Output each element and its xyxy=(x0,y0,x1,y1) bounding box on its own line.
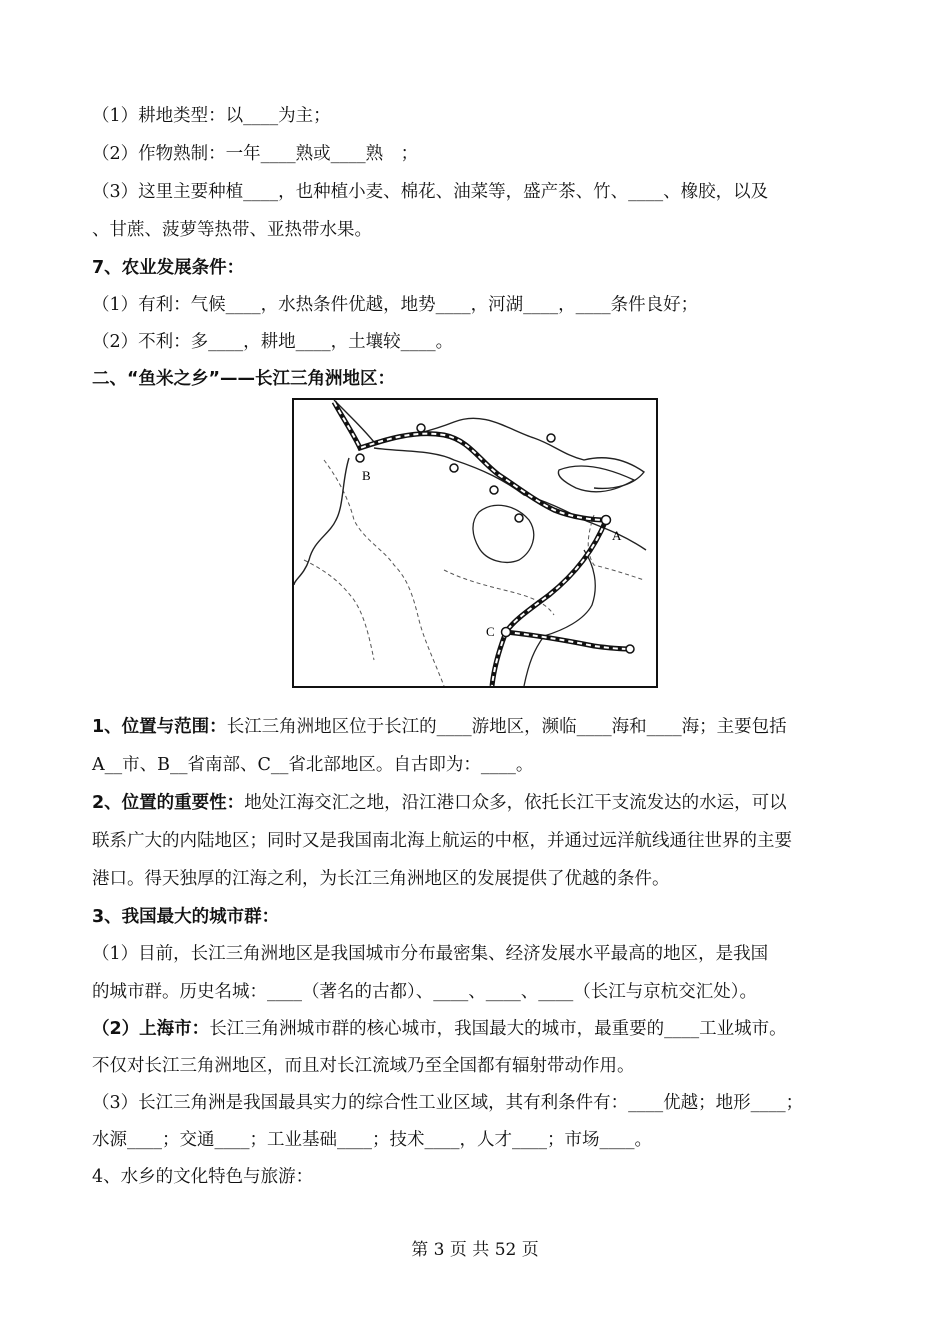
text-line: 2、位置的重要性：地处江海交汇之地，沿江港口众多，依托长江干支流发达的水运，可以 xyxy=(92,793,787,813)
text-line: 的城市群。历史名城：____（著名的古都）、____、____、____（长江与京杭交汇处）。 xyxy=(92,982,757,1002)
text-line: 联系广大的内陆地区；同时又是我国南北海上航运的中枢，并通过远洋航线通往世界的主要 xyxy=(92,831,792,851)
text-line: （2）不利：多____，耕地____，土壤较____。 xyxy=(92,332,454,352)
text-line: （1）有利：气候____，水热条件优越，地势____，河湖____，____条件良好； xyxy=(92,295,699,315)
map-label-c: C xyxy=(486,624,495,639)
yangtze-delta-map xyxy=(292,398,658,688)
text-line: 港口。得天独厚的江海之利，为长江三角洲地区的发展提供了优越的条件。 xyxy=(92,869,670,889)
subheading: （2）上海市： xyxy=(92,1019,210,1039)
section-heading: 3、我国最大的城市群： xyxy=(92,907,280,927)
section-heading: 二、“鱼米之乡”——长江三角洲地区： xyxy=(92,369,396,389)
text-line: （3）长江三角洲是我国最具实力的综合性工业区域，其有利条件有：____优越；地形____； xyxy=(92,1093,804,1113)
text-line: （1）耕地类型：以____为主； xyxy=(92,106,331,126)
subheading: 1、位置与范围： xyxy=(92,717,227,737)
section-heading: 7、农业发展条件： xyxy=(92,258,245,278)
text-line: （2）作物熟制：一年____熟或____熟 ； xyxy=(92,144,419,164)
map-label-b: B xyxy=(362,468,371,483)
page-footer: 第 3 页 共 52 页 xyxy=(411,1240,539,1260)
text-line: 水源____；交通____；工业基础____；技术____，人才____；市场____。 xyxy=(92,1130,652,1150)
text-line: （1）目前，长江三角洲地区是我国城市分布最密集、经济发展水平最高的地区，是我国 xyxy=(92,944,769,964)
text-line: A__市、B__省南部、C__省北部地区。自古即为：____。 xyxy=(92,755,534,775)
map-drawing xyxy=(294,400,656,686)
text-line: 4、水乡的文化特色与旅游： xyxy=(92,1167,314,1187)
text-line: （2）上海市：长江三角洲城市群的核心城市，我国最大的城市，最重要的____工业城市。 xyxy=(92,1019,787,1039)
subheading: 2、位置的重要性： xyxy=(92,793,245,813)
text-line: 1、位置与范围：长江三角洲地区位于长江的____游地区，濒临____海和____海；主要包括 xyxy=(92,717,787,737)
text-line: （3）这里主要种植____，也种植小麦、棉花、油菜等，盛产茶、竹、____、橡胶，以及 xyxy=(92,182,769,202)
map-label-a: A xyxy=(612,528,622,543)
railway-lines xyxy=(334,402,630,686)
text-line: 、甘蔗、菠萝等热带、亚热带水果。 xyxy=(92,220,372,240)
text-line: 不仅对长江三角洲地区，而且对长江流域乃至全国都有辐射带动作用。 xyxy=(92,1056,635,1076)
